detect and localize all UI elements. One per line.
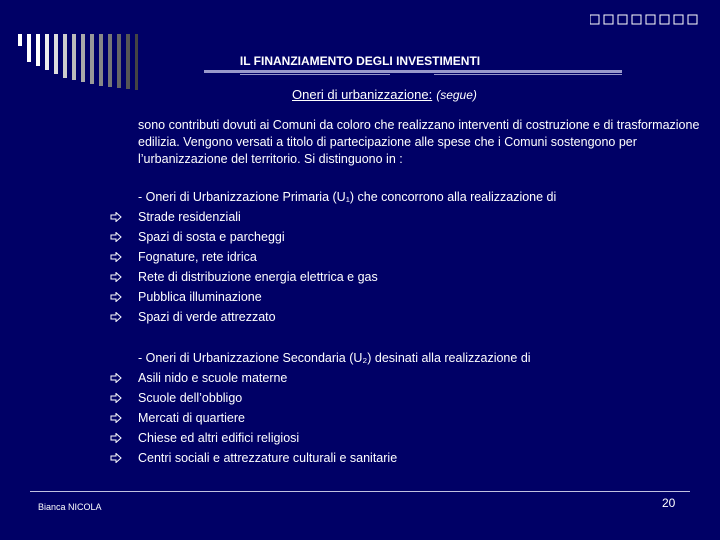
secondary-heading: - Oneri di Urbanizzazione Secondaria (U₂) desinati alla realizzazione di [138, 351, 531, 365]
list-item [110, 448, 397, 468]
page-number: 20 [662, 496, 676, 510]
arrow-right-icon [110, 368, 138, 388]
footer-divider [30, 491, 690, 492]
list-item-text: Strade residenziali [138, 210, 241, 224]
list-item [110, 408, 397, 428]
decorative-squares [590, 14, 700, 28]
list-item [110, 287, 378, 307]
list-item-text: Chiese ed altri edifici religiosi [138, 431, 300, 445]
list-item-text: Fognature, rete idrica [138, 250, 257, 264]
arrow-right-icon [110, 207, 138, 227]
list-item-text: Mercati di quartiere [138, 411, 245, 425]
list-item [110, 388, 397, 408]
slide-title: IL FINANZIAMENTO DEGLI INVESTIMENTI [239, 54, 481, 68]
list-item [110, 428, 397, 448]
primary-heading: - Oneri di Urbanizzazione Primaria (U₁) che concorrono alla realizzazione di [138, 190, 557, 204]
list-item-text: Centri sociali e attrezzature culturali e sanitarie [138, 451, 398, 465]
arrow-right-icon [110, 388, 138, 408]
list-item-text: Asili nido e scuole materne [138, 371, 288, 385]
arrow-right-icon [110, 227, 138, 247]
secondary-list [110, 368, 397, 468]
primary-list [110, 207, 378, 327]
list-item [110, 227, 378, 247]
title-underline [204, 69, 622, 77]
arrow-right-icon [110, 408, 138, 428]
list-item-text: Scuole dell’obbligo [138, 391, 243, 405]
slide-subtitle [292, 87, 477, 102]
list-item [110, 247, 378, 267]
arrow-right-icon [110, 307, 138, 327]
subtitle-text: Oneri di urbanizzazione: [292, 87, 433, 102]
intro-paragraph: sono contributi dovuti ai Comuni da coloro che realizzano interventi di costruzione e di trasformazione edilizia. Vengono versati a titolo di partecipazione alle spese che i Comuni sostengono per l’urbanizzazione del territorio. Si distinguono in : [138, 118, 700, 166]
arrow-right-icon [110, 287, 138, 307]
author-name: Bianca NICOLA [38, 502, 102, 512]
subtitle-note: (segue) [436, 88, 477, 102]
list-item [110, 267, 378, 287]
arrow-right-icon [110, 428, 138, 448]
arrow-right-icon [110, 267, 138, 287]
arrow-right-icon [110, 448, 138, 468]
list-item-text: Rete di distribuzione energia elettrica e gas [138, 270, 378, 284]
list-item-text: Pubblica illuminazione [138, 290, 262, 304]
arrow-right-icon [110, 247, 138, 267]
list-item-text: Spazi di sosta e parcheggi [138, 230, 285, 244]
list-item [110, 207, 378, 227]
list-item-text: Spazi di verde attrezzato [138, 310, 276, 324]
list-item [110, 307, 378, 327]
list-item [110, 368, 397, 388]
